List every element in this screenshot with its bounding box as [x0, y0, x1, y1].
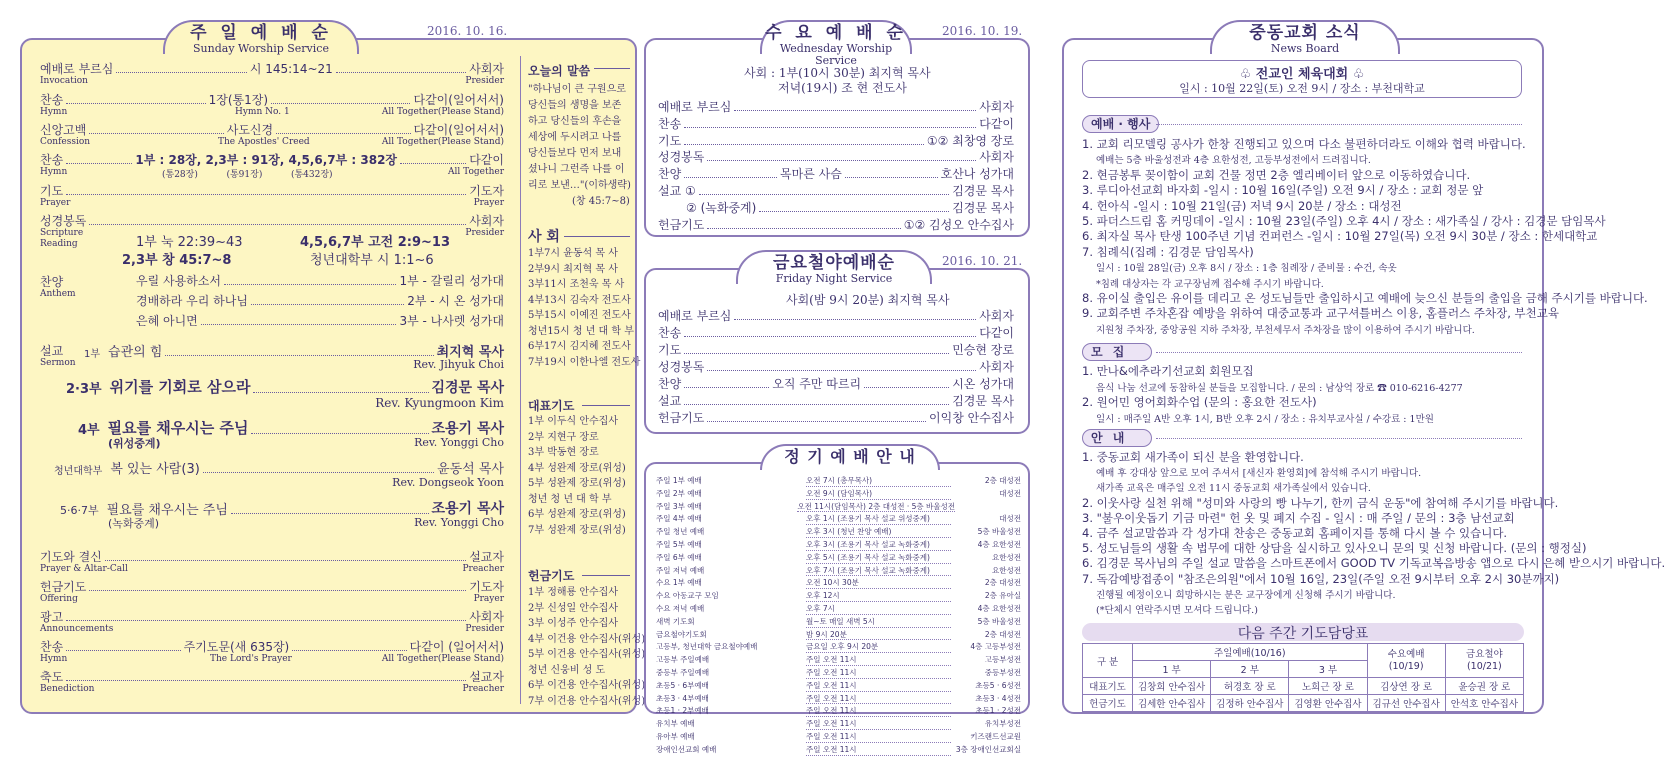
table-row: 유아부 예배 주일 오전 11시 키즈랜드선교원: [656, 731, 1021, 741]
list-item: 9. 교회주변 주차혼잡 예방을 위하여 대중교통과 교구셔틀버스 이용, 홈플러스 주차장, 부천교육: [1082, 306, 1559, 321]
scripture-part23: 2,3부 창 45:7~8: [122, 253, 232, 268]
dot-leader: [734, 319, 976, 320]
friday-date: 2016. 10. 21.: [942, 254, 1023, 268]
table-row: 헌금기도 ①② 김성오 안수집사: [658, 217, 1014, 232]
offering-row: 헌금기도 기도자: [40, 580, 504, 594]
presider-rule: [564, 236, 630, 237]
lords-prayer-mid-en: The Lord's Prayer: [210, 654, 292, 664]
lords-prayer-en: Hymn: [40, 654, 68, 664]
offering-role-en: Prayer: [473, 594, 504, 604]
list-item: 2부 지현구 장로: [528, 431, 599, 443]
friday-title-tab: [736, 250, 932, 284]
table-row: 주일 6부 예배 오후 5시 (조용기 목사 설교 녹화중계) 요한성전: [656, 552, 1021, 562]
table-row: 예배로 부르심 사회자: [658, 309, 1014, 323]
list-item: 새가족 교육은 매주일 오전 11시 중동교회 새가족실에서 있습니다.: [1096, 483, 1371, 495]
sports-day-title: ♧ 전교인 체육대회 ♧: [1239, 67, 1365, 82]
wednesday-subtitle: Wednesday Worship Service: [779, 41, 893, 67]
list-item: *침례 대상자는 각 교구장님께 접수해 주시기 바랍니다.: [1096, 278, 1324, 290]
sermon-label: 설교: [40, 344, 64, 358]
list-item: (창 45:7~8): [572, 196, 630, 207]
confession-row: 신앙고백 사도신경 다같이(일어서서): [40, 123, 505, 137]
list-item: 1. 교회 리모델링 공사가 한창 진행되고 있으며 다소 불편하더라도 이해와 협력 바랍니다.: [1082, 137, 1526, 151]
anthem-label: 찬양: [40, 275, 64, 289]
invocation-row: 예배로 부르심 시 145:14~21 사회자: [40, 62, 505, 76]
table-row: 주일 4부 예배 오후 1시 (조용기 목사 설교 위성중계) 대성전: [656, 514, 1021, 524]
offering-prayer-rule: [582, 575, 630, 576]
list-item: 7. 침례식(집례 : 김경문 담임목사): [1082, 244, 1254, 259]
table-row: 고등부 주일예배 주일 오전 11시 고등부성전: [656, 655, 1021, 665]
list-item: 4. 금주 설교말씀과 각 성가대 찬송은 중동교회 홈페이지를 통해 다시 볼 수 있습니다.: [1082, 526, 1508, 540]
list-item: 2. 이웃사랑 실천 위해 "성미와 사랑의 빵 나누기, 한끼 금식 운동"에 참여해 주시기를 바랍니다.: [1082, 495, 1559, 510]
prayer-table-title: 다음 주간 기도담당표: [1237, 626, 1369, 642]
scripture-youth: 청년대학부 시 1:1~6: [310, 253, 434, 268]
altar-call-row: 기도와 결신 설교자: [40, 550, 504, 564]
prayer-role-en: Prayer: [473, 198, 504, 208]
table-row: 주일 1부 예배 오전 7시 (총무목사) 2층 대성전: [656, 476, 1021, 485]
list-item: 6. 김경문 목사님의 주일 설교 말씀을 스마트폰에서 GOOD TV 기독교복음방송 앱으로 다시 은혜 받으시기 바랍니다.: [1082, 556, 1665, 571]
sermon-row-3: 4부 필요를 채우시는 주님 조용기 목사: [78, 419, 504, 438]
section-notice: 안 내: [1082, 429, 1152, 447]
list-item: 1부7시 윤동석 목 사: [528, 248, 618, 259]
list-item: 1부 이두식 안수집사: [528, 416, 618, 427]
dot-leader: [864, 387, 949, 388]
list-item: 7부 이건용 안수집사(위성): [528, 695, 646, 707]
list-item: 당신들의 생명을 보존: [528, 100, 622, 111]
list-item: 지원청 주차장, 중앙공원 지하 주차장, 부천세무서 주차장을 많이 이용하여 주시기 바랍니다.: [1096, 324, 1475, 336]
lords-prayer-role-en: All Together(Please Stand): [381, 654, 504, 664]
table-row: 주일 저녁 예배 오후 7시 (조용기 목사 설교 녹화중계) 요한성전: [656, 565, 1021, 575]
table-row: 주일 2부 예배 오전 9시 (담임목사) 대성전: [656, 488, 1021, 498]
table-row: 고등부, 청년대학 금요철야예배 금요일 오후 9시 20분 4층 고등부성전: [656, 642, 1021, 652]
dot-leader: [699, 194, 949, 195]
list-item: 6부 이건용 안수집사(위성): [528, 680, 646, 691]
sermon-4-en: Rev. Dongseok Yoon: [392, 476, 504, 489]
table-row: 기도 민승현 장로: [658, 343, 1014, 357]
regular-title: 정 기 예 배 안 내: [784, 447, 916, 466]
confession-mid-en: The Apostles' Creed: [218, 137, 310, 147]
scripture-row: 성경봉독 사회자: [40, 214, 504, 228]
sunday-subtitle: Sunday Worship Service: [193, 41, 329, 55]
th-friday: 금요철야 (10/21): [1445, 644, 1523, 678]
table-row: 찬양 오직 주만 따르리 시온 성가대: [658, 377, 1014, 391]
list-item: 8. 유이실 출입은 유이를 데리고 온 성도님들만 출입하시고 예배에 늦으신 분들의 출입을 금해 주시기를 바랍니다.: [1082, 291, 1648, 305]
friday-presider: 사회(밤 9시 20분) 최지혁 목사: [786, 293, 950, 307]
table-row: 설교 ① 김경문 목사: [658, 184, 1014, 198]
friday-title: 금요철야예배순: [773, 253, 895, 273]
benediction-role-en: Preacher: [462, 684, 504, 694]
sermon-row-4: 청년대학부 복 있는 사람(3) 윤동석 목사: [54, 462, 504, 477]
list-item: 5. 성도님들의 생활 속 법무에 대한 상담을 실시하고 있사오니 문의 및 신청 바랍니다. (문의 : 행정실): [1082, 541, 1587, 556]
hymn2-mid-en: (통28장) (통91장) (통432장): [162, 170, 333, 180]
list-item: 진행될 예정이오니 희망하시는 분은 교구장에게 신청해 주시기 바랍니다.: [1096, 589, 1396, 601]
sermon-3-sub: (위성중계): [108, 437, 161, 450]
dot-leader: [845, 177, 938, 178]
confession-en: Confession: [40, 137, 91, 147]
scripture-part4567: 4,5,6,7부 고전 2:9~13: [300, 235, 450, 250]
scripture-role-en: Presider: [465, 228, 504, 238]
list-item: 셨나니 그런즉 나를 이: [528, 164, 625, 175]
sermon-5-en: Rev. Yonggi Cho: [414, 516, 504, 529]
th-wednesday: 수요예배 (10/19): [1367, 644, 1445, 678]
table-row: 찬송 다같이: [658, 326, 1014, 340]
table-row: 장애인선교회 예배 주일 오전 11시 3층 장애인선교회실: [656, 744, 1021, 754]
list-item: 3부 박동현 장로: [528, 447, 599, 458]
table-row: 대표기도 김창희 안수집사 허경호 장 로 노희근 장 로 김상연 장 로 윤승권 장 로: [1083, 678, 1524, 695]
dot-leader: [734, 110, 976, 111]
list-item: 1. 만나&에추라기선교회 회원모집: [1082, 364, 1254, 378]
list-item: 4부 성완제 장로(위성): [528, 462, 626, 474]
lords-prayer-row: 찬송 주기도문(새 635장) 다같이 (일어서서): [40, 640, 504, 654]
friday-subtitle: Friday Night Service: [775, 271, 893, 285]
section-worship-events-rule: [1156, 124, 1522, 125]
prayer-duty-table: [1082, 643, 1524, 712]
dot-leader: [684, 353, 949, 354]
dot-leader: [759, 211, 949, 212]
table-row: 성경봉독 사회자: [658, 150, 1014, 165]
dot-leader: [684, 336, 976, 337]
table-row: 주일 3부 예배 오전 11시(담임목사) 2층 대성전 · 5층 바울성전: [656, 501, 955, 511]
scripture-part1: 1부 눅 22:39~43: [136, 235, 243, 250]
confession-role-en: All Together(Please Stand): [381, 137, 504, 147]
table-row: 초등5 · 6부예배 주일 오전 11시 초등5 · 6성전: [656, 680, 1021, 690]
table-row: 주일 청년 예배 오후 3시 (청년 찬양 예배) 5층 바울성전: [656, 527, 1021, 537]
scripture-en: Scripture Reading: [40, 228, 84, 249]
invocation-en: Invocation: [40, 76, 88, 86]
sermon-3-en: Rev. Yonggi Cho: [414, 436, 504, 449]
sunday-title-tab: [163, 20, 359, 54]
sunday-title: 주 일 예 배 순: [190, 23, 332, 43]
dot-leader: [684, 404, 949, 405]
list-item: 1. 중동교회 새가족이 되신 분을 환영합니다.: [1082, 450, 1304, 464]
table-row: 금요철야기도회 밤 9시 20분 2층 대성전: [656, 629, 1021, 639]
hymn1-mid-en: Hymn No. 1: [235, 107, 290, 117]
sports-day-info: 일시 : 10월 22일(토) 오전 9시 / 장소 : 부천대학교: [1179, 82, 1425, 95]
list-item: 5부 이건용 안수집사(위성): [528, 649, 646, 660]
hymn1-row: 찬송 1장(통1장) 다같이(일어서서): [40, 93, 504, 107]
dot-leader: [684, 144, 924, 145]
anthem-en: Anthem: [40, 289, 76, 299]
hymn1-en: Hymn: [40, 107, 68, 117]
news-title-tab: [1210, 20, 1400, 54]
sermon-row-1: 1부 습관의 힘 최지혁 목사: [84, 345, 504, 360]
list-item: 청년 신웅비 성 도: [528, 664, 606, 676]
news-title: 중동교회 소식: [1249, 23, 1361, 43]
section-notice-rule: [1156, 438, 1522, 439]
table-row: 성경봉독 사회자: [658, 360, 1014, 374]
table-row: 설교 김경문 목사: [658, 394, 1014, 408]
list-item: 4. 헌아식 -일시 : 10월 21일(금) 저녁 9시 20분 / 장소 : 대성전: [1082, 198, 1402, 213]
anthem-row-2: 경배하라 우리 하나님 2부 - 시 온 성가대: [136, 294, 504, 308]
wednesday-title-tab: [760, 20, 912, 67]
prayer-en: Prayer: [40, 198, 71, 208]
table-row: 수요 저녁 예배 오후 7시 4층 요한성전: [656, 603, 1021, 613]
list-item: 2. 원어민 영어회화수업 (문의 : 홍요한 전도사): [1082, 395, 1317, 409]
table-row: 중등부 주일예배 주일 오전 11시 중등부성전: [656, 667, 1021, 677]
list-item: 3. 루디아선교회 바자회 -일시 : 10월 16일(주일) 오전 9시 / 장소 : 교회 정문 앞: [1082, 183, 1484, 198]
list-item: 5. 파더스드림 홈 커밍데이 -일시 : 10월 23일(주일) 오후 4시 / 장소 : 새가족실 / 강사 : 김경문 담임목사: [1082, 214, 1606, 228]
news-subtitle: News Board: [1270, 41, 1340, 55]
list-item: 2부9시 최지혁 목 사: [528, 263, 618, 275]
list-item: 4부 이건용 안수집사(위성): [528, 633, 646, 645]
table-row: 주일 5부 예배 오후 3시 (조용기 목사 설교 녹화중계) 4층 요한성전: [656, 539, 1021, 549]
todays-word-rule: [594, 68, 630, 69]
wednesday-date: 2016. 10. 19.: [942, 24, 1023, 38]
anthem-row-3: 은혜 아니면 3부 - 나사렛 성가대: [136, 314, 504, 328]
table-row: 새벽 기도회 월~토 매일 새벽 5시 5층 바울성전: [656, 616, 1021, 626]
announcements-row: 광고 사회자: [40, 610, 504, 624]
list-item: 6부17시 김지혜 전도사: [528, 341, 631, 352]
rep-prayer-title: 대표기도: [528, 399, 575, 413]
list-item: 4부13시 김숙자 전도사: [528, 294, 631, 306]
dot-leader: [684, 127, 976, 128]
sermon-en: Sermon: [40, 358, 76, 368]
offering-en: Offering: [40, 594, 78, 604]
sermon-row-5: 5·6·7부 필요를 채우시는 주님 조용기 목사: [60, 501, 504, 518]
list-item: 예배는 5층 바울성전과 4층 요한성전, 고등부성전에서 드려집니다.: [1096, 155, 1371, 167]
list-item: 3. "불우이웃돕기 기금 마련" 헌 옷 및 폐지 수집 - 일시 : 매 주일 / 문의 : 3층 남선교회: [1082, 510, 1515, 525]
list-item: 2부 신성일 안수집사: [528, 602, 618, 614]
presider-title: 사 회: [528, 229, 560, 245]
list-item: 청년15시 청 년 대 학 부: [528, 325, 634, 337]
sermon-1-en: Rev. Jihyuk Choi: [413, 358, 504, 371]
regular-title-tab: [760, 444, 940, 470]
list-item: (*단체시 연락주시면 모셔다 드립니다.): [1096, 605, 1258, 616]
table-row: 찬양 목마른 사슴 호산나 성가대: [658, 167, 1014, 182]
list-item: 5부15시 이예진 전도사: [528, 310, 631, 321]
list-item: 청년 청 년 대 학 부: [528, 493, 612, 505]
prayer-row: 기도 기도자: [40, 184, 504, 198]
table-row: 유치부 예배 주일 오전 11시 유치부성전: [656, 719, 1021, 729]
altar-call-en: Prayer & Altar-Call: [40, 564, 128, 574]
dot-leader: [684, 177, 777, 178]
sunday-divider: [520, 56, 521, 704]
dot-leader: [707, 228, 900, 229]
table-row: 예배로 부르심 사회자: [658, 100, 1014, 114]
list-item: 일시 : 10월 28일(금) 오후 8시 / 장소 : 1층 침례장 / 준비물 : 수건, 속옷: [1096, 263, 1397, 275]
th-part2: 2 부: [1211, 661, 1289, 678]
dot-leader: [707, 370, 976, 371]
invocation-role-en: Presider: [465, 76, 504, 86]
list-item: 리로 보낸…"(이하생략): [528, 180, 631, 191]
anthem-row-1: 우릴 사용하소서 1부 - 갈릴리 성가대: [136, 274, 504, 288]
table-row: 기도 ①② 최창영 장로: [658, 133, 1014, 148]
th-sunday: 주일예배(10/16): [1133, 644, 1368, 661]
table-row: 초등3 · 4부예배 주일 오전 11시 초등3 · 4성전: [656, 693, 1021, 703]
table-row: 수요 아동교구 모임 오후 12시 2층 유아실: [656, 591, 1021, 601]
hymn2-role-en: All Together: [448, 167, 504, 177]
section-recruit-rule: [1156, 352, 1522, 353]
list-item: 5부 성완제 장로(위성): [528, 478, 626, 489]
list-item: 세상에 두시려고 나를: [528, 132, 622, 143]
list-item: 7부19시 이한나엘 전도사: [528, 356, 641, 368]
list-item: 2. 현금봉투 꽂이함이 교회 건물 정면 2층 엘리베이터 앞으로 이동하였습니다.: [1082, 167, 1471, 182]
table-row: 헌금기도 이익창 안수집사: [658, 411, 1014, 425]
th-part1: 1 부: [1133, 661, 1211, 678]
hymn2-row: 찬송 1부 : 28장, 2,3부 : 91장, 4,5,6,7부 : 382장 다같이: [40, 153, 504, 167]
list-item: 7. 독감예방접종이 "참조은의원"에서 10월 16일, 23일(주일 오전 9시부터 오후 2시 30분까지): [1082, 571, 1560, 586]
table-row: 헌금기도 김세한 안수집사 김정하 안수집사 김영환 안수집사 김규선 안수집사 안석호 안수집사: [1083, 695, 1524, 712]
wednesday-title: 수 요 예 배 순: [765, 23, 907, 43]
table-row: 초등1 · 2부예배 주일 오전 11시 초등1 · 2성전: [656, 706, 1021, 716]
dot-leader: [707, 421, 926, 422]
hymn1-role-en: All Together(Please Stand): [381, 107, 504, 117]
sermon-5-sub: (녹화중계): [108, 517, 160, 530]
list-item: 6. 최자실 목사 탄생 100주년 기념 컨퍼런스 -일시 : 10월 27일(목) 오전 9시 30분 / 장소 : 한세대학교: [1082, 229, 1598, 244]
regular-schedule-list: [656, 476, 1021, 758]
benediction-en: Benediction: [40, 684, 95, 694]
rep-prayer-rule: [582, 405, 630, 406]
sunday-date: 2016. 10. 16.: [427, 24, 508, 38]
announcements-en: Announcements: [40, 624, 114, 634]
table-row: 수요 1부 예배 오전 10시 30분 2층 대성전: [656, 578, 1021, 588]
altar-call-role-en: Preacher: [462, 564, 504, 574]
offering-prayer-title: 헌금기도: [528, 569, 575, 583]
list-item: 당신들보다 먼저 보내: [528, 148, 622, 159]
list-item: 1부 정해룡 안수집사: [528, 587, 618, 598]
th-part3: 3 부: [1289, 661, 1367, 678]
list-item: "하나님이 큰 구원으로: [528, 84, 626, 95]
list-item: 예배 후 강대상 앞으로 모여 주셔서 [새신자 환영회]에 참석해 주시기 바랍니다.: [1096, 468, 1422, 480]
section-worship-events: 예배 · 행사: [1082, 115, 1159, 133]
benediction-row: 축도 설교자: [40, 670, 504, 684]
section-recruit: 모 집: [1082, 343, 1152, 361]
table-row: 찬송 다같이: [658, 116, 1014, 131]
list-item: 음식 나눔 선교에 동참하실 분들을 모집합니다. / 문의 : 남상억 장로 ☎ 010-6216-4277: [1096, 382, 1463, 394]
todays-word-title: 오늘의 말씀: [528, 64, 591, 78]
announcements-role-en: Presider: [465, 624, 504, 634]
sermon-2-en: Rev. Kyungmoon Kim: [375, 396, 504, 410]
list-item: 3부 이성주 안수집사: [528, 618, 618, 629]
list-item: 6부 성완제 장로(위성): [528, 509, 626, 520]
sermon-row-2: 2·3부 위기를 기회로 삼으라 김경문 목사: [66, 378, 504, 397]
wednesday-presider-2: 저녁(19시) 조 현 전도사: [778, 81, 907, 95]
list-item: 3부11시 조천욱 목 사: [528, 279, 625, 290]
hymn2-en: Hymn: [40, 167, 68, 177]
wednesday-presider-1: 사회 : 1부(10시 30분) 최지혁 목사: [744, 66, 931, 80]
list-item: 7부 성완제 장로(위성): [528, 524, 626, 536]
list-item: 하고 당신들의 후손을: [528, 116, 622, 127]
table-row: ② (녹화중계) 김경문 목사: [686, 200, 1014, 215]
dot-leader: [684, 387, 769, 388]
dot-leader: [707, 160, 976, 161]
list-item: 일시 : 매주일 A반 오후 1시, B반 오후 2시 / 장소 : 유치부교사실 / 수강료 : 1만원: [1096, 413, 1434, 425]
th-group: 구 분: [1083, 644, 1133, 678]
